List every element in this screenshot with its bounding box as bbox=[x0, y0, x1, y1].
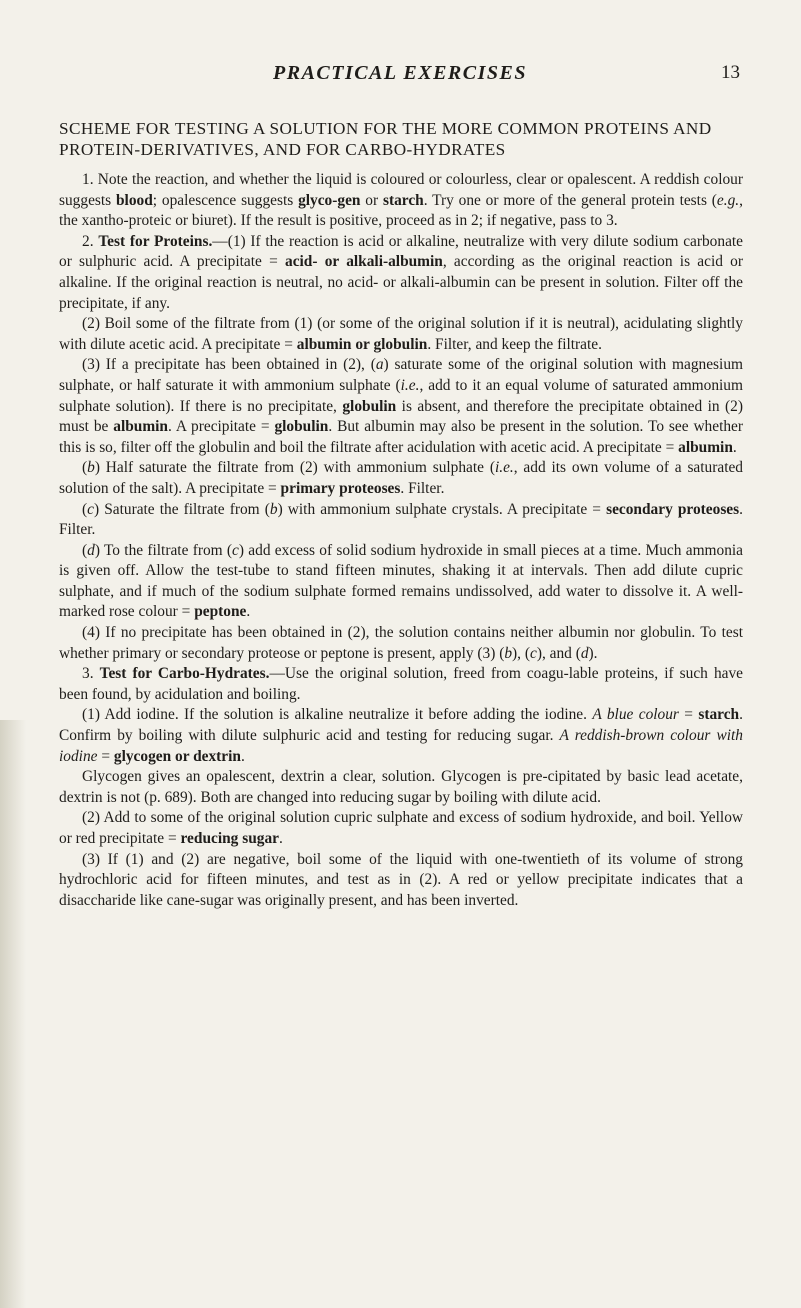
section-heading: SCHEME FOR TESTING A SOLUTION FOR THE MORE COMMON PROTEINS AND PROTEIN-DERIVATIVES, AND FOR CARBO-HYDRATES bbox=[59, 119, 712, 159]
text-run: (3) If (1) and (2) are negative, boil some of the liquid with one-twentieth of its volume of strong hydrochloric acid for fifteen minutes, and test as in (2). A red or yellow precipitate indicates that a disaccharide like cane-sugar was originally present, and has been inverted. bbox=[59, 850, 743, 909]
paragraph bbox=[59, 500, 743, 541]
paragraph bbox=[59, 767, 743, 808]
text-run: ) add excess of solid sodium hydroxide in small pieces at a time. Much ammonia is given off. Allow the test-tube to stand fifteen minutes, shaking it at intervals. Then add dilute cupric sulphate, and if much of the sodium sulphate formed remains undissolved, add water to dissolve it. A well-marked rose colour = bbox=[59, 541, 744, 621]
paragraph bbox=[59, 458, 743, 499]
paragraph bbox=[59, 664, 743, 705]
bold-term: primary proteoses bbox=[280, 479, 401, 497]
bold-term: glycogen or dextrin bbox=[113, 747, 241, 765]
text-run: —(1) If the reaction is acid or alkaline, neutralize with very dilute sodium carbonate or sulphuric acid. A precipitate = bbox=[59, 232, 744, 271]
text-run: . Filter. bbox=[59, 500, 743, 539]
text-run: . bbox=[278, 830, 283, 847]
text-run: ) Half saturate the filtrate from (2) with ammonium sulphate ( bbox=[94, 459, 495, 477]
text-run: = bbox=[678, 706, 699, 724]
text-run: = bbox=[97, 747, 114, 765]
paragraph bbox=[59, 808, 743, 849]
paragraph bbox=[59, 170, 743, 232]
bold-term: starch bbox=[698, 706, 740, 724]
text-run: ; opalescence suggests bbox=[152, 191, 299, 209]
page-header bbox=[60, 62, 740, 86]
bold-term: reducing sugar bbox=[180, 830, 279, 847]
page-number: 13 bbox=[721, 62, 740, 83]
paragraph bbox=[59, 705, 743, 767]
text-run: , add its own volume of a saturated solution of the salt). A precipitate = bbox=[59, 459, 743, 497]
bold-term: peptone bbox=[194, 603, 247, 621]
paragraph bbox=[59, 541, 743, 623]
text-run: ) saturate some of the original solution with magnesium sulphate, or half saturate it with ammonium sulphate ( bbox=[59, 356, 743, 394]
text-run: ), ( bbox=[512, 644, 530, 662]
bold-term: globulin bbox=[274, 418, 329, 436]
bold-term: blood bbox=[116, 191, 153, 209]
bold-term: albumin bbox=[113, 418, 168, 436]
italic-text: d bbox=[580, 644, 589, 662]
text-run: . Filter. bbox=[400, 479, 445, 497]
page-edge-shadow bbox=[0, 720, 26, 1308]
bold-term: Test for Proteins. bbox=[98, 232, 213, 250]
text-run: . bbox=[732, 438, 737, 456]
paragraph bbox=[59, 355, 743, 458]
text-run: . But albumin may also be present in the solution. To see whether this is so, filter off the globulin and boil the filtrate after acidulation with acetic acid. A precipitate = bbox=[59, 418, 744, 456]
paragraph bbox=[59, 623, 743, 664]
italic-text: b bbox=[87, 459, 95, 477]
italic-text: b bbox=[269, 500, 278, 518]
text-run: (2) Add to some of the original solution cupric sulphate and excess of sodium hydroxide, and boil. Yellow or red precipitate = bbox=[59, 809, 743, 847]
text-run: . A precipitate = bbox=[168, 418, 275, 436]
text-run: . bbox=[246, 603, 251, 621]
text-run: (1) Add iodine. If the solution is alkaline neutralize it before adding the iodine. bbox=[82, 706, 593, 724]
text-run: —Use the original solution, freed from coagu-lable proteins, if such have been found, by acidulation and boiling. bbox=[59, 665, 743, 703]
text-run: ) with ammonium sulphate crystals. A precipitate = bbox=[277, 500, 607, 518]
text-run: (4) If no precipitate has been obtained in (2), the solution contains neither albumin nor globulin. To test whether primary or secondary proteose or peptone is present, apply (3) ( bbox=[59, 624, 743, 662]
text-run: . Confirm by boiling with dilute sulphuric acid and testing for reducing sugar. bbox=[59, 706, 743, 745]
bold-term: albumin or globulin bbox=[296, 335, 428, 353]
bold-term: starch bbox=[382, 191, 424, 209]
italic-text: i.e. bbox=[400, 376, 420, 394]
italic-text: a bbox=[375, 356, 384, 374]
text-run: , according as the original reaction is acid or alkaline. If the original reaction is neutral, no acid- or alkali-albumin can be present in solution. Filter off the precipitate, if any. bbox=[59, 253, 743, 312]
paragraph-list bbox=[59, 170, 743, 911]
italic-text: e.g. bbox=[716, 191, 740, 209]
text-run: is absent, and therefore the precipitate obtained in (2) must be bbox=[59, 397, 743, 436]
paragraph bbox=[59, 850, 743, 912]
text-run: ), and ( bbox=[536, 644, 581, 662]
text-run: , the xantho-proteic or biuret). If the result is positive, proceed as in 2; if negative, pass to 3. bbox=[59, 191, 743, 230]
paragraph bbox=[59, 232, 743, 314]
text-run: 1. Note the reaction, and whether the liquid is coloured or colourless, clear or opalescent. A reddish colour suggests bbox=[59, 171, 743, 209]
text-run: . Try one or more of the general protein tests ( bbox=[423, 191, 717, 209]
italic-text: c bbox=[87, 500, 94, 518]
text-run: ( bbox=[82, 500, 88, 518]
page-content bbox=[59, 118, 743, 911]
text-run: 3. bbox=[82, 665, 100, 683]
bold-term: acid- or alkali-albumin bbox=[285, 253, 443, 271]
text-run: or bbox=[360, 191, 383, 209]
italic-text: i.e. bbox=[494, 459, 514, 477]
bold-term: secondary proteoses bbox=[606, 500, 740, 518]
text-run: , add to it an equal volume of saturated ammonium sulphate solution). If there is no precipitate, bbox=[59, 376, 743, 415]
text-run: ( bbox=[82, 541, 88, 559]
italic-text: d bbox=[87, 541, 95, 559]
paragraph bbox=[59, 314, 743, 355]
italic-text: c bbox=[529, 644, 537, 662]
italic-text: b bbox=[504, 644, 513, 662]
text-run: ) Saturate the filtrate from ( bbox=[93, 500, 270, 518]
text-run: . Filter, and keep the filtrate. bbox=[427, 335, 602, 353]
bold-term: glyco-gen bbox=[298, 191, 361, 209]
text-run: (3) If a precipitate has been obtained in (2), ( bbox=[82, 356, 376, 374]
text-run: . bbox=[240, 747, 245, 765]
bold-term: Test for Carbo-Hydrates. bbox=[99, 665, 270, 683]
italic-text: A blue colour bbox=[592, 706, 679, 724]
text-run: 2. bbox=[82, 232, 99, 250]
text-run: Glycogen gives an opalescent, dextrin a clear, solution. Glycogen is pre-cipitated by basic lead acetate, dextrin is not (p. 689). Both are changed into reducing sugar by boiling with dilute acid. bbox=[59, 768, 743, 806]
text-run: ). bbox=[588, 644, 598, 662]
bold-term: globulin bbox=[342, 397, 397, 415]
italic-text: A reddish-brown colour with iodine bbox=[59, 727, 743, 765]
text-run: ) To the filtrate from ( bbox=[94, 541, 233, 559]
italic-text: c bbox=[232, 541, 239, 559]
running-title: PRACTICAL EXERCISES bbox=[273, 62, 527, 84]
bold-term: albumin bbox=[678, 438, 733, 456]
text-run: ( bbox=[82, 459, 88, 477]
text-run: (2) Boil some of the filtrate from (1) (or some of the original solution if it is neutral), acidulating slightly with dilute acetic acid. A precipitate = bbox=[59, 315, 743, 353]
